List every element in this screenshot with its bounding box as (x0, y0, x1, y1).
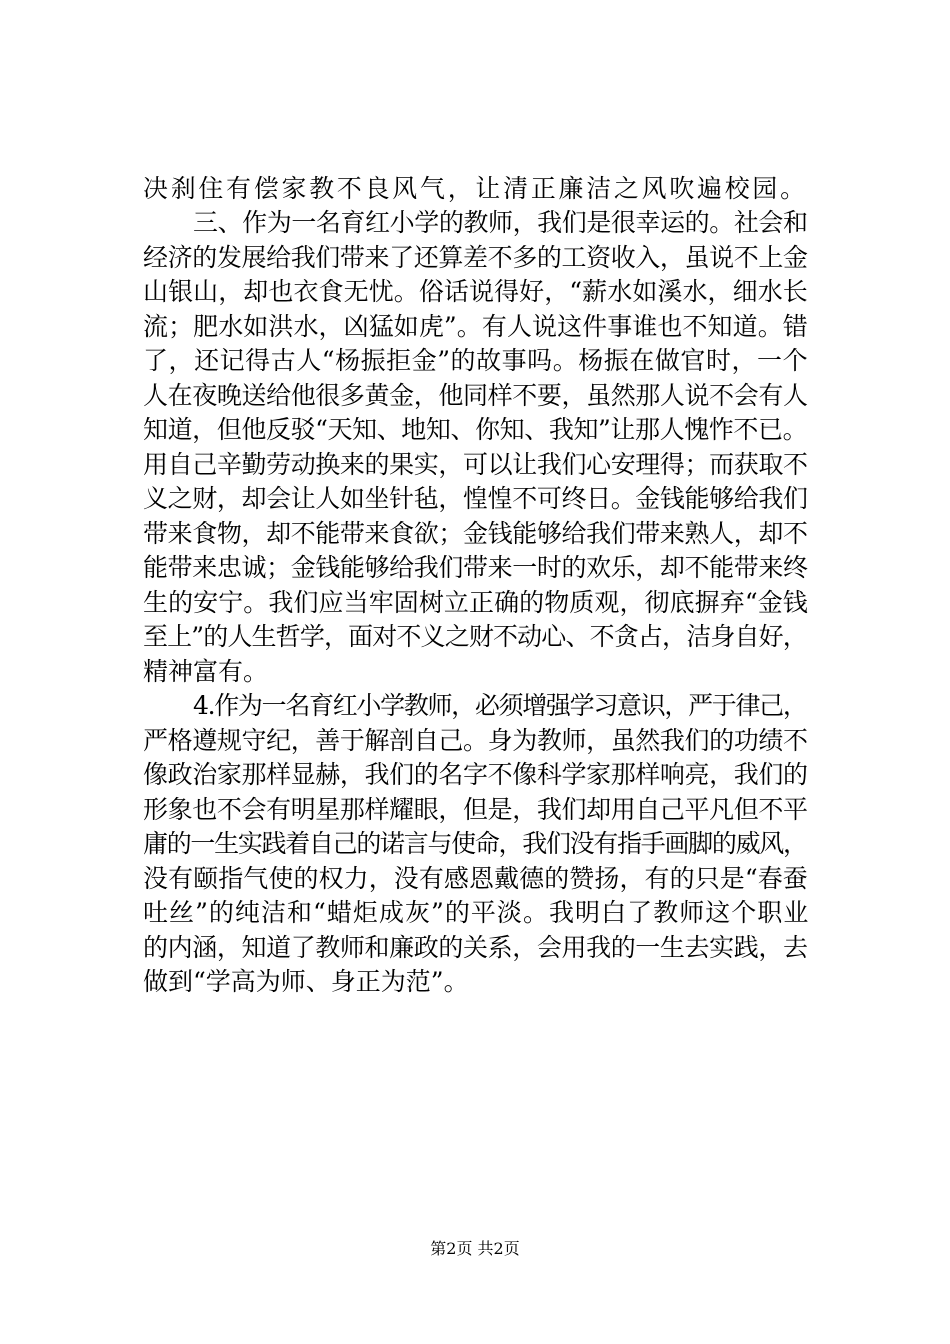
text-line: 做到“学高为师、身正为范”。 (143, 967, 469, 996)
text-line: 能带来忠诚；金钱能够给我们带来一时的欢乐，却不能带来终 (143, 553, 808, 582)
text-line: 生的安宁。我们应当牢固树立正确的物质观，彻底摒弃“金钱 (143, 588, 808, 617)
text-line: 用自己辛勤劳动换来的果实，可以让我们心安理得；而获取不 (143, 450, 808, 479)
text-line: 没有颐指气使的权力，没有感恩戴德的赞扬，有的只是“春蚕 (143, 864, 808, 893)
text-line: 人在夜晚送给他很多黄金，他同样不要，虽然那人说不会有人 (143, 381, 808, 410)
paragraph-start-line: 4.作为一名育红小学教师，必须增强学习意识，严于律己， (193, 691, 807, 720)
page-footer: 第2页 共2页 (430, 1239, 520, 1258)
text-line: 经济的发展给我们带来了还算差不多的工资收入，虽说不上金 (143, 243, 808, 272)
paragraph-start-line: 三、作为一名育红小学的教师，我们是很幸运的。社会和 (193, 208, 808, 237)
text-line: 义之财，却会让人如坐针毡，惶惶不可终日。金钱能够给我们 (143, 484, 808, 513)
text-line: 决刹住有偿家教不良风气，让清正廉洁之风吹遍校园。 (143, 174, 808, 203)
text-line: 的内涵，知道了教师和廉政的关系，会用我的一生去实践，去 (143, 933, 808, 962)
text-line: 了，还记得古人“杨振拒金”的故事吗。杨振在做官时，一个 (143, 346, 809, 375)
text-line: 严格遵规守纪，善于解剖自己。身为教师，虽然我们的功绩不 (143, 726, 808, 755)
text-line: 精神富有。 (143, 657, 269, 686)
text-line: 形象也不会有明星那样耀眼，但是，我们却用自己平凡但不平 (143, 795, 808, 824)
text-line: 知道，但他反驳“天知、地知、你知、我知”让那人愧怍不已。 (143, 415, 808, 444)
text-line: 带来食物，却不能带来食欲；金钱能够给我们带来熟人，却不 (143, 519, 808, 548)
text-line: 像政治家那样显赫，我们的名字不像科学家那样响亮，我们的 (143, 760, 808, 789)
text-line: 吐丝”的纯洁和“蜡炬成灰”的平淡。我明白了教师这个职业 (143, 898, 810, 927)
text-line: 至上”的人生哲学，面对不义之财不动心、不贪占，洁身自好， (143, 622, 807, 651)
text-line: 流；肥水如洪水，凶猛如虎”。有人说这件事谁也不知道。错 (143, 312, 808, 341)
text-line: 庸的一生实践着自己的诺言与使命，我们没有指手画脚的威风， (143, 829, 807, 858)
text-line: 山银山，却也衣食无忧。俗话说得好，“薪水如溪水，细水长 (143, 277, 808, 306)
